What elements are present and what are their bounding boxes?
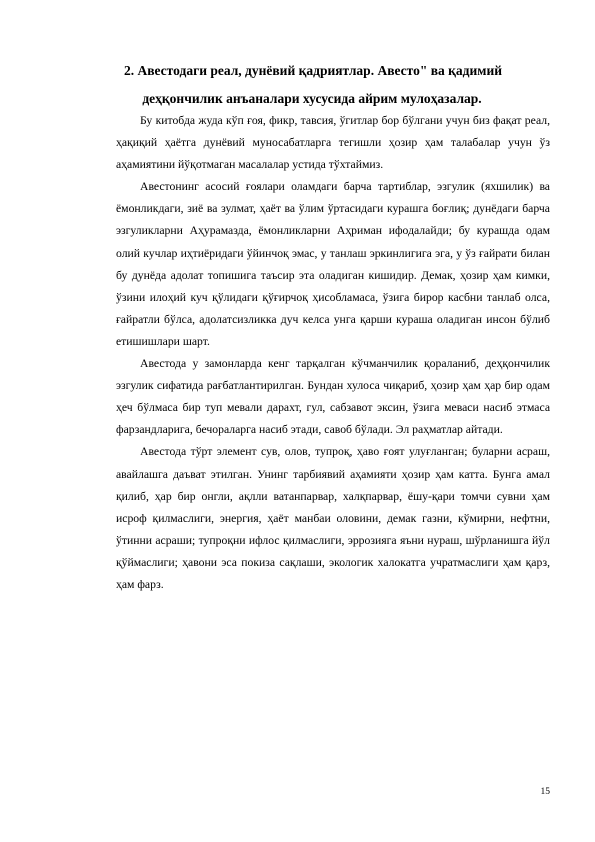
section-heading-line-2: деҳқончилик анъаналари хусусида айрим мулоҳазалар.	[142, 91, 482, 106]
paragraph: Авестода тўрт элемент сув, олов, тупроқ, ҳаво ғоят улуғланган; буларни асраш, авайлашга даъват этилган. Унинг тарбиявий аҳамияти ҳозир ҳам катта. Бунга амал қилиб, ҳар бир онгли, ақлли ватанпарвар, халқпарвар, ёшу-қари томчи сувни ҳам исроф қилмаслиги, энергия, ҳаёт манбаи оловини, демак газни, кўмирни, нефтни, ўтинни асраши; тупроқни ифлос қилмаслиги, эррозияга яъни нураш, шўрланишга йўл қўймаслиги; ҳавони эса покиза сақлаши, экологик халокатга учратмаслиги ҳам қарз, ҳам фарз.	[116, 445, 550, 591]
body-text	[116, 110, 550, 596]
paragraph: Бу китобда жуда кўп ғоя, фикр, тавсия, ўгитлар бор бўлгани учун биз фақат реал, ҳақиқий ҳаётга дунёвий муносабатларга тегишли ҳозир ҳам талабалар учун ўз аҳамиятини йўқотмаган масалалар устида тўхтаймиз.	[116, 114, 550, 172]
paragraph: Авестонинг асосий ғоялари оламдаги барча тартиблар, эзгулик (яхшилик) ва ёмонликдаги, зиё ва зулмат, ҳаёт ва ўлим ўртасидаги курашга боғлиқ; дунёдаги барча эзгуликларни Аҳурамазда, ёмонликларни Аҳриман ифодалайди; бу курашда одам олий кучлар иҳтиёридаги ўйинчоқ эмас, у танлаш эркинлигига эга, у ўз ғайрати билан бу дунёда адолат топишига таъсир эта оладиган кишидир. Демак, ҳозир ҳам кимки, ўзини илоҳий куч қўлидаги қўғирчоқ ҳисобламаса, ўзига бирор касбни танлаб олса, ғайратли бўлса, адолатсизликка дуч келса унга қарши кураша оладиган инсон бўлиб етишишлари шарт.	[116, 180, 550, 348]
section-heading-line-1: 2. Авестодаги реал, дунёвий қадриятлар. Авесто" ва қадимий	[123, 63, 503, 78]
page-number: 15	[540, 787, 550, 797]
paragraph: Авестода у замонларда кенг тарқалган кўчманчилик қораланиб, деҳқончилик эзгулик сифатида рағбатлантирилган. Бундан хулоса чиқариб, ҳозир ҳам ҳар бир одам ҳеч бўлмаса бир туп мевали дарахт, гул, сабзавот эксин, ўзига меваси насиб этмаса фарзандларига, бечораларга насиб этади, савоб бўлади. Эл раҳматлар айтади.	[116, 357, 550, 437]
